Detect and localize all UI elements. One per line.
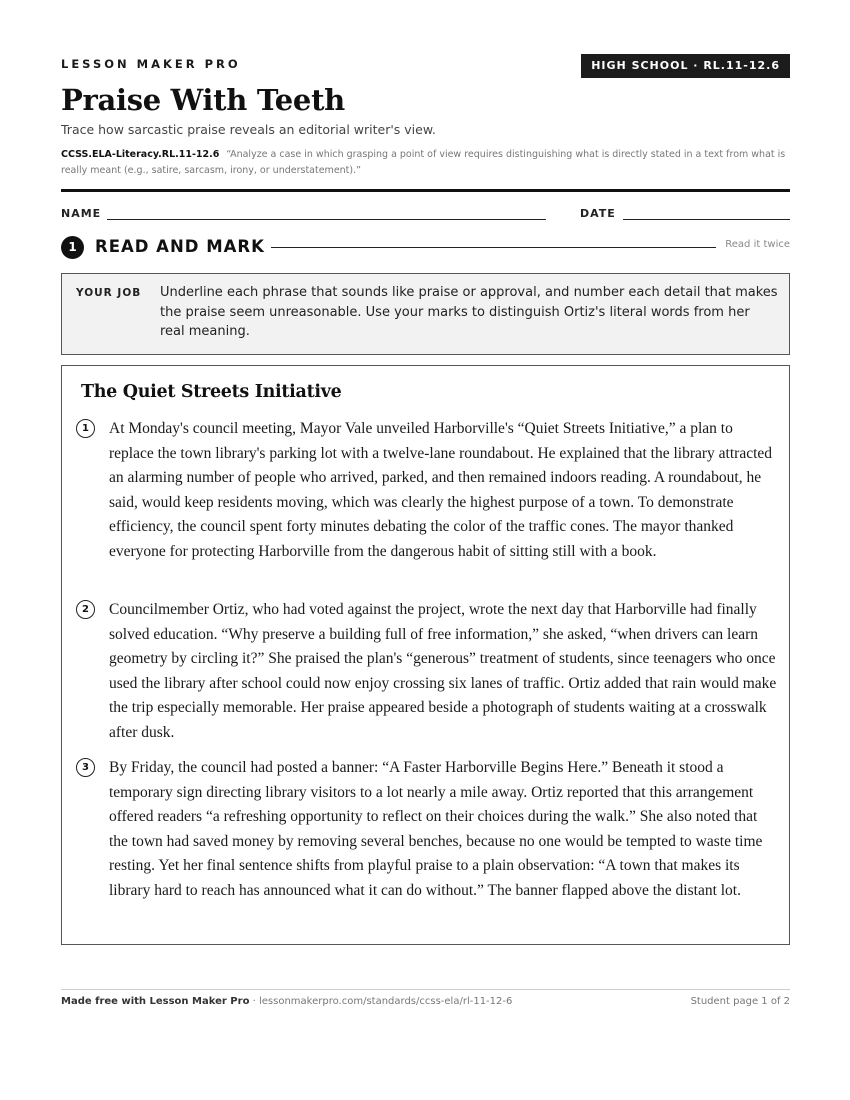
section-number-badge: 1: [61, 236, 84, 259]
section-divider: [271, 247, 716, 248]
section-header: [61, 235, 790, 259]
standard-description: [61, 147, 790, 179]
paragraph-number: 1: [76, 419, 95, 438]
worksheet-subtitle: Trace how sarcastic praise reveals an editorial writer's view.: [61, 122, 436, 137]
footer-page-number: Student page 1 of 2: [690, 996, 790, 1007]
section-note: Read it twice: [725, 239, 790, 250]
footer-made-with: Made free with Lesson Maker Pro: [61, 996, 250, 1007]
paragraph-number: 2: [76, 600, 95, 619]
section-title: READ AND MARK: [95, 237, 265, 256]
paragraph-number: 3: [76, 758, 95, 777]
grade-standard-badge: HIGH SCHOOL · RL.11-12.6: [581, 54, 790, 78]
footer-url[interactable]: · lessonmakerpro.com/standards/ccss-ela/rl-11-12-6: [252, 996, 513, 1007]
passage-title: The Quiet Streets Initiative: [81, 382, 342, 402]
date-label: DATE: [580, 207, 616, 220]
job-text: Underline each phrase that sounds like praise or approval, and number each detail that makes the praise seem unreasonable. Use your marks to distinguish Ortiz's literal words from her real meaning.: [160, 285, 778, 339]
paragraph-text: By Friday, the council had posted a banner: “A Faster Harborville Begins Here.” Beneath it stood a temporary sign directing library visitors to a lot nearly a mile away. Ortiz reported that this arrangement offered readers “a refreshing opportunity to reflect on their choices during the walk.” She also noted that the town had saved money by removing several benches, because no one would be tempted to waste time resting. Yet her final sentence shifts from playful praise to a plain observation: “A town that makes its library hard to reach has announced what it can do without.” The banner flapped above the distant lot.: [109, 759, 763, 899]
standard-text: “Analyze a case in which grasping a point of view requires distinguishing what is directly stated in a text from what is really meant (e.g., satire, sarcasm, irony, or understatement).”: [61, 149, 786, 176]
header-divider: [61, 189, 790, 192]
brand-name: LESSON MAKER PRO: [61, 57, 241, 71]
job-label: YOUR JOB: [76, 287, 142, 299]
standard-code: CCSS.ELA-Literacy.RL.11-12.6: [61, 149, 220, 160]
date-field[interactable]: [623, 219, 790, 220]
paragraph-text: At Monday's council meeting, Mayor Vale unveiled Harborville's “Quiet Streets Initiative,” a plan to replace the town library's parking lot with a twelve-lane roundabout. He explained that the library attracted an alarming number of people who arrived, parked, and then remained indoors reading. A roundabout, he said, would keep residents moving, which was clearly the highest purpose of a town. To demonstrate efficiency, the council spent forty minutes debating the color of the traffic cones. The mayor thanked everyone for protecting Harborville from the dangerous habit of sitting still with a book.: [109, 420, 773, 560]
passage-box: [61, 365, 790, 945]
name-field[interactable]: [107, 219, 546, 220]
footer-credit: [61, 996, 512, 1007]
job-instructions-box: [61, 273, 790, 355]
student-info-row: [61, 205, 790, 225]
paragraph-text: Councilmember Ortiz, who had voted against the project, wrote the next day that Harborville had finally solved education. “Why preserve a building full of free information,” she asked, “when drivers can learn geometry by circling it?” She praised the plan's “generous” treatment of students, since teenagers who once used the library after school could now enjoy crossing six lanes of traffic. Ortiz added that rain would make the trip especially memorable. Her praise appeared beside a photograph of students waiting at a crosswalk after dusk.: [109, 601, 777, 741]
worksheet-title: Praise With Teeth: [61, 83, 345, 117]
name-label: NAME: [61, 207, 102, 220]
footer-divider: [61, 989, 790, 990]
